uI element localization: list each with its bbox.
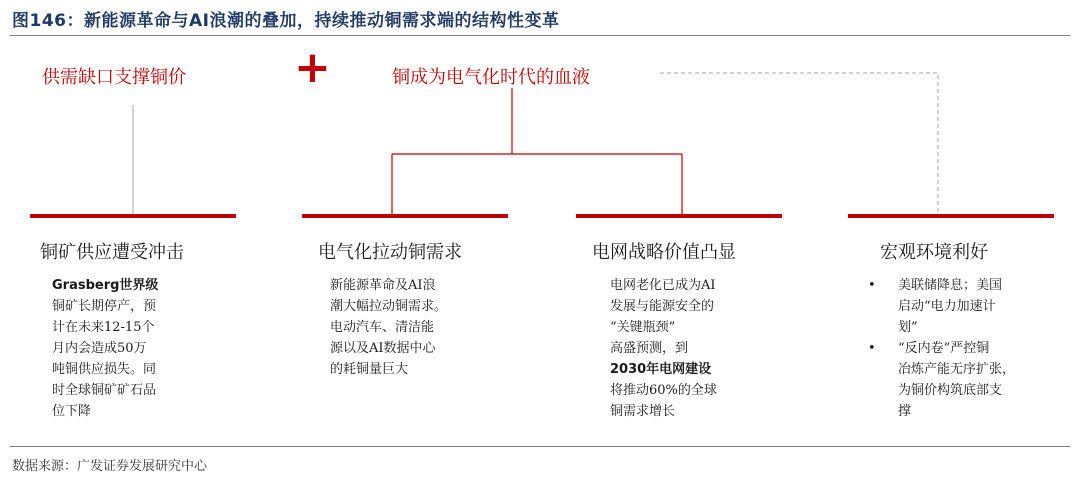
body-line: 2030年电网建设 <box>610 362 712 377</box>
body-line: 时全球铜矿矿石品 <box>52 383 157 398</box>
body-line: 铜矿长期停产，预 <box>52 299 157 314</box>
body-line: 计在未来12-15个 <box>52 320 155 335</box>
bullet-item-rate-cut: • 美联储降息；美国 启动“电力加速计 划” <box>866 275 1015 338</box>
body-line: 发展与能源安全的 <box>610 299 715 314</box>
body-line: 电网老化已成为AI <box>610 278 716 293</box>
column-title-supply: 铜矿供应遭受冲击 <box>40 242 184 263</box>
electrification-label: 铜成为电气化时代的血液 <box>392 67 590 88</box>
figure-title: 图146：新能源革命与AI浪潮的叠加，持续推动铜需求端的结构性变革 <box>12 11 560 31</box>
body-line: 吨铜供应损失。同 <box>52 362 157 377</box>
column-title-electrification: 电气化拉动铜需求 <box>318 242 462 263</box>
body-line: 潮大幅拉动铜需求。 <box>330 299 448 314</box>
body-line: 源以及AI数据中心 <box>330 341 436 356</box>
connector-dashed <box>660 73 938 216</box>
body-line: Grasberg世界级 <box>52 278 159 293</box>
bullet-item-anti-involution: • “反内卷”严控铜 冶炼产能无序扩张， 为铜价构筑底部支 撑 <box>866 338 1015 422</box>
bottom-divider <box>10 446 1070 447</box>
body-line: 新能源革命及AI浪 <box>330 278 436 293</box>
column-title-macro: 宏观环境利好 <box>880 242 988 263</box>
column-body-electrification <box>330 275 447 380</box>
column-body-grid <box>610 275 717 422</box>
body-line: 的耗铜量巨大 <box>330 362 409 377</box>
body-line: 位下降 <box>52 404 92 419</box>
body-line: “关键瓶颈” <box>610 320 676 335</box>
body-line: 月内会造成50万 <box>52 341 147 356</box>
body-line: 将推动60%的全球 <box>610 383 717 398</box>
plus-icon: + <box>294 42 331 93</box>
supply-gap-label: 供需缺口支撑铜价 <box>42 67 186 88</box>
body-line: 高盛预测，到 <box>610 341 689 356</box>
column-body-supply <box>52 275 158 422</box>
source-note: 数据来源：广发证券发展研究中心 <box>12 459 208 474</box>
body-line: 铜需求增长 <box>610 404 676 419</box>
body-line: 电动汽车、清洁能 <box>330 320 435 335</box>
column-title-grid: 电网战略价值凸显 <box>592 242 736 263</box>
column-body-macro <box>866 275 1015 422</box>
